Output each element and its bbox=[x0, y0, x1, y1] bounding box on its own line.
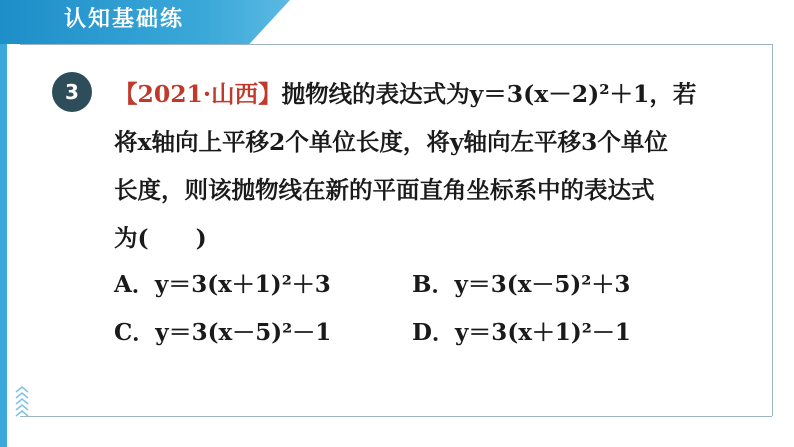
option-c[interactable]: C．y＝3(x－5)²－1 bbox=[114, 319, 332, 346]
option-a[interactable]: A．y＝3(x＋1)²＋3 bbox=[114, 271, 331, 298]
section-title: 认知基础练 bbox=[64, 7, 185, 32]
question-source: 【2021·山西】 bbox=[114, 80, 282, 108]
question-line-3: 长度，则该抛物线在新的平面直角坐标系中的表达式 bbox=[114, 176, 655, 204]
question-stem bbox=[114, 70, 754, 262]
question-line-1-text: 抛物线的表达式为y＝3(x－2)²＋1，若 bbox=[281, 80, 697, 108]
option-d[interactable]: D．y＝3(x＋1)²－1 bbox=[412, 319, 631, 346]
chevron-up-icon bbox=[14, 384, 30, 418]
question-line-4: 为( ) bbox=[114, 224, 207, 252]
frame-bottom-line bbox=[20, 416, 772, 417]
option-b[interactable]: B．y＝3(x－5)²＋3 bbox=[412, 271, 631, 298]
frame-right-line bbox=[772, 44, 773, 416]
question-number-badge: 3 bbox=[52, 72, 92, 112]
question-line-1 bbox=[114, 70, 754, 118]
left-accent-rail bbox=[0, 0, 7, 447]
frame-top-line bbox=[20, 44, 772, 45]
question-line-2: 将x轴向上平移2个单位长度，将y轴向左平移3个单位 bbox=[114, 128, 668, 156]
